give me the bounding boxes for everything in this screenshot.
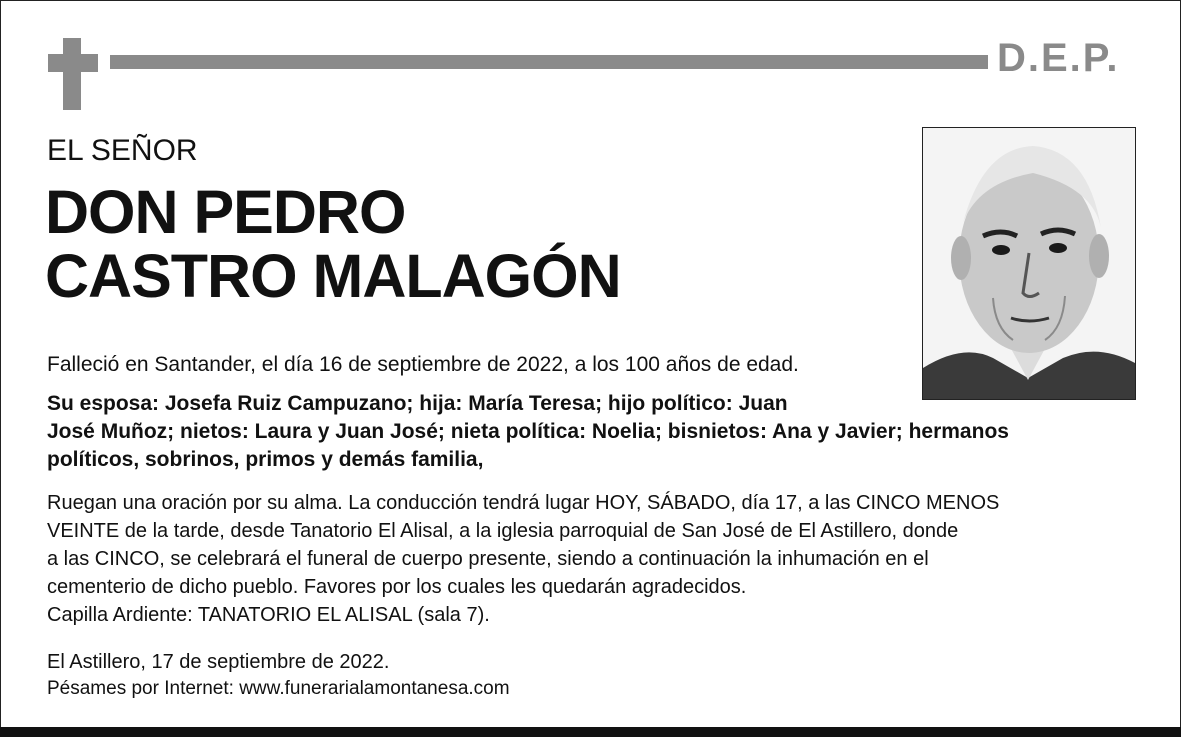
- family-list: [47, 390, 1107, 474]
- place-date: El Astillero, 17 de septiembre de 2022.: [47, 651, 390, 673]
- honorific: EL SEÑOR: [47, 134, 198, 167]
- cross-icon: [63, 38, 81, 110]
- header-rule: [110, 55, 988, 69]
- funeral-line: a las CINCO, se celebrará el funeral de cuerpo presente, siendo a continuación la inhumación en el: [47, 548, 929, 570]
- deceased-name: [45, 180, 621, 308]
- dep-label: D.E.P.: [997, 36, 1120, 80]
- deceased-name-line1: DON PEDRO: [45, 178, 406, 246]
- bottom-bar: [0, 727, 1181, 737]
- family-line: Su esposa: Josefa Ruiz Campuzano; hija: María Teresa; hijo político: Juan: [47, 392, 788, 415]
- funeral-details: [47, 489, 999, 629]
- funeral-line: Ruegan una oración por su alma. La conducción tendrá lugar HOY, SÁBADO, día 17, a las CINCO MENOS: [47, 492, 1000, 514]
- family-line: políticos, sobrinos, primos y demás familia,: [47, 448, 484, 471]
- funeral-line: VEINTE de la tarde, desde Tanatorio El Alisal, a la iglesia parroquial de San José de El Astillero, donde: [47, 520, 959, 542]
- condolences-link[interactable]: Pésames por Internet: www.funerarialamontanesa.com: [47, 678, 510, 699]
- chapel-line: Capilla Ardiente: TANATORIO EL ALISAL (sala 7).: [47, 604, 490, 626]
- portrait-photo: [922, 127, 1136, 400]
- funeral-line: cementerio de dicho pueblo. Favores por los cuales les quedarán agradecidos.: [47, 576, 747, 598]
- deceased-name-line2: CASTRO MALAGÓN: [45, 242, 621, 310]
- death-info: Falleció en Santander, el día 16 de septiembre de 2022, a los 100 años de edad.: [47, 353, 799, 376]
- cross-icon-bar: [48, 54, 98, 72]
- family-line: José Muñoz; nietos: Laura y Juan José; nieta política: Noelia; bisnietos: Ana y Javier; hermanos: [47, 420, 1009, 443]
